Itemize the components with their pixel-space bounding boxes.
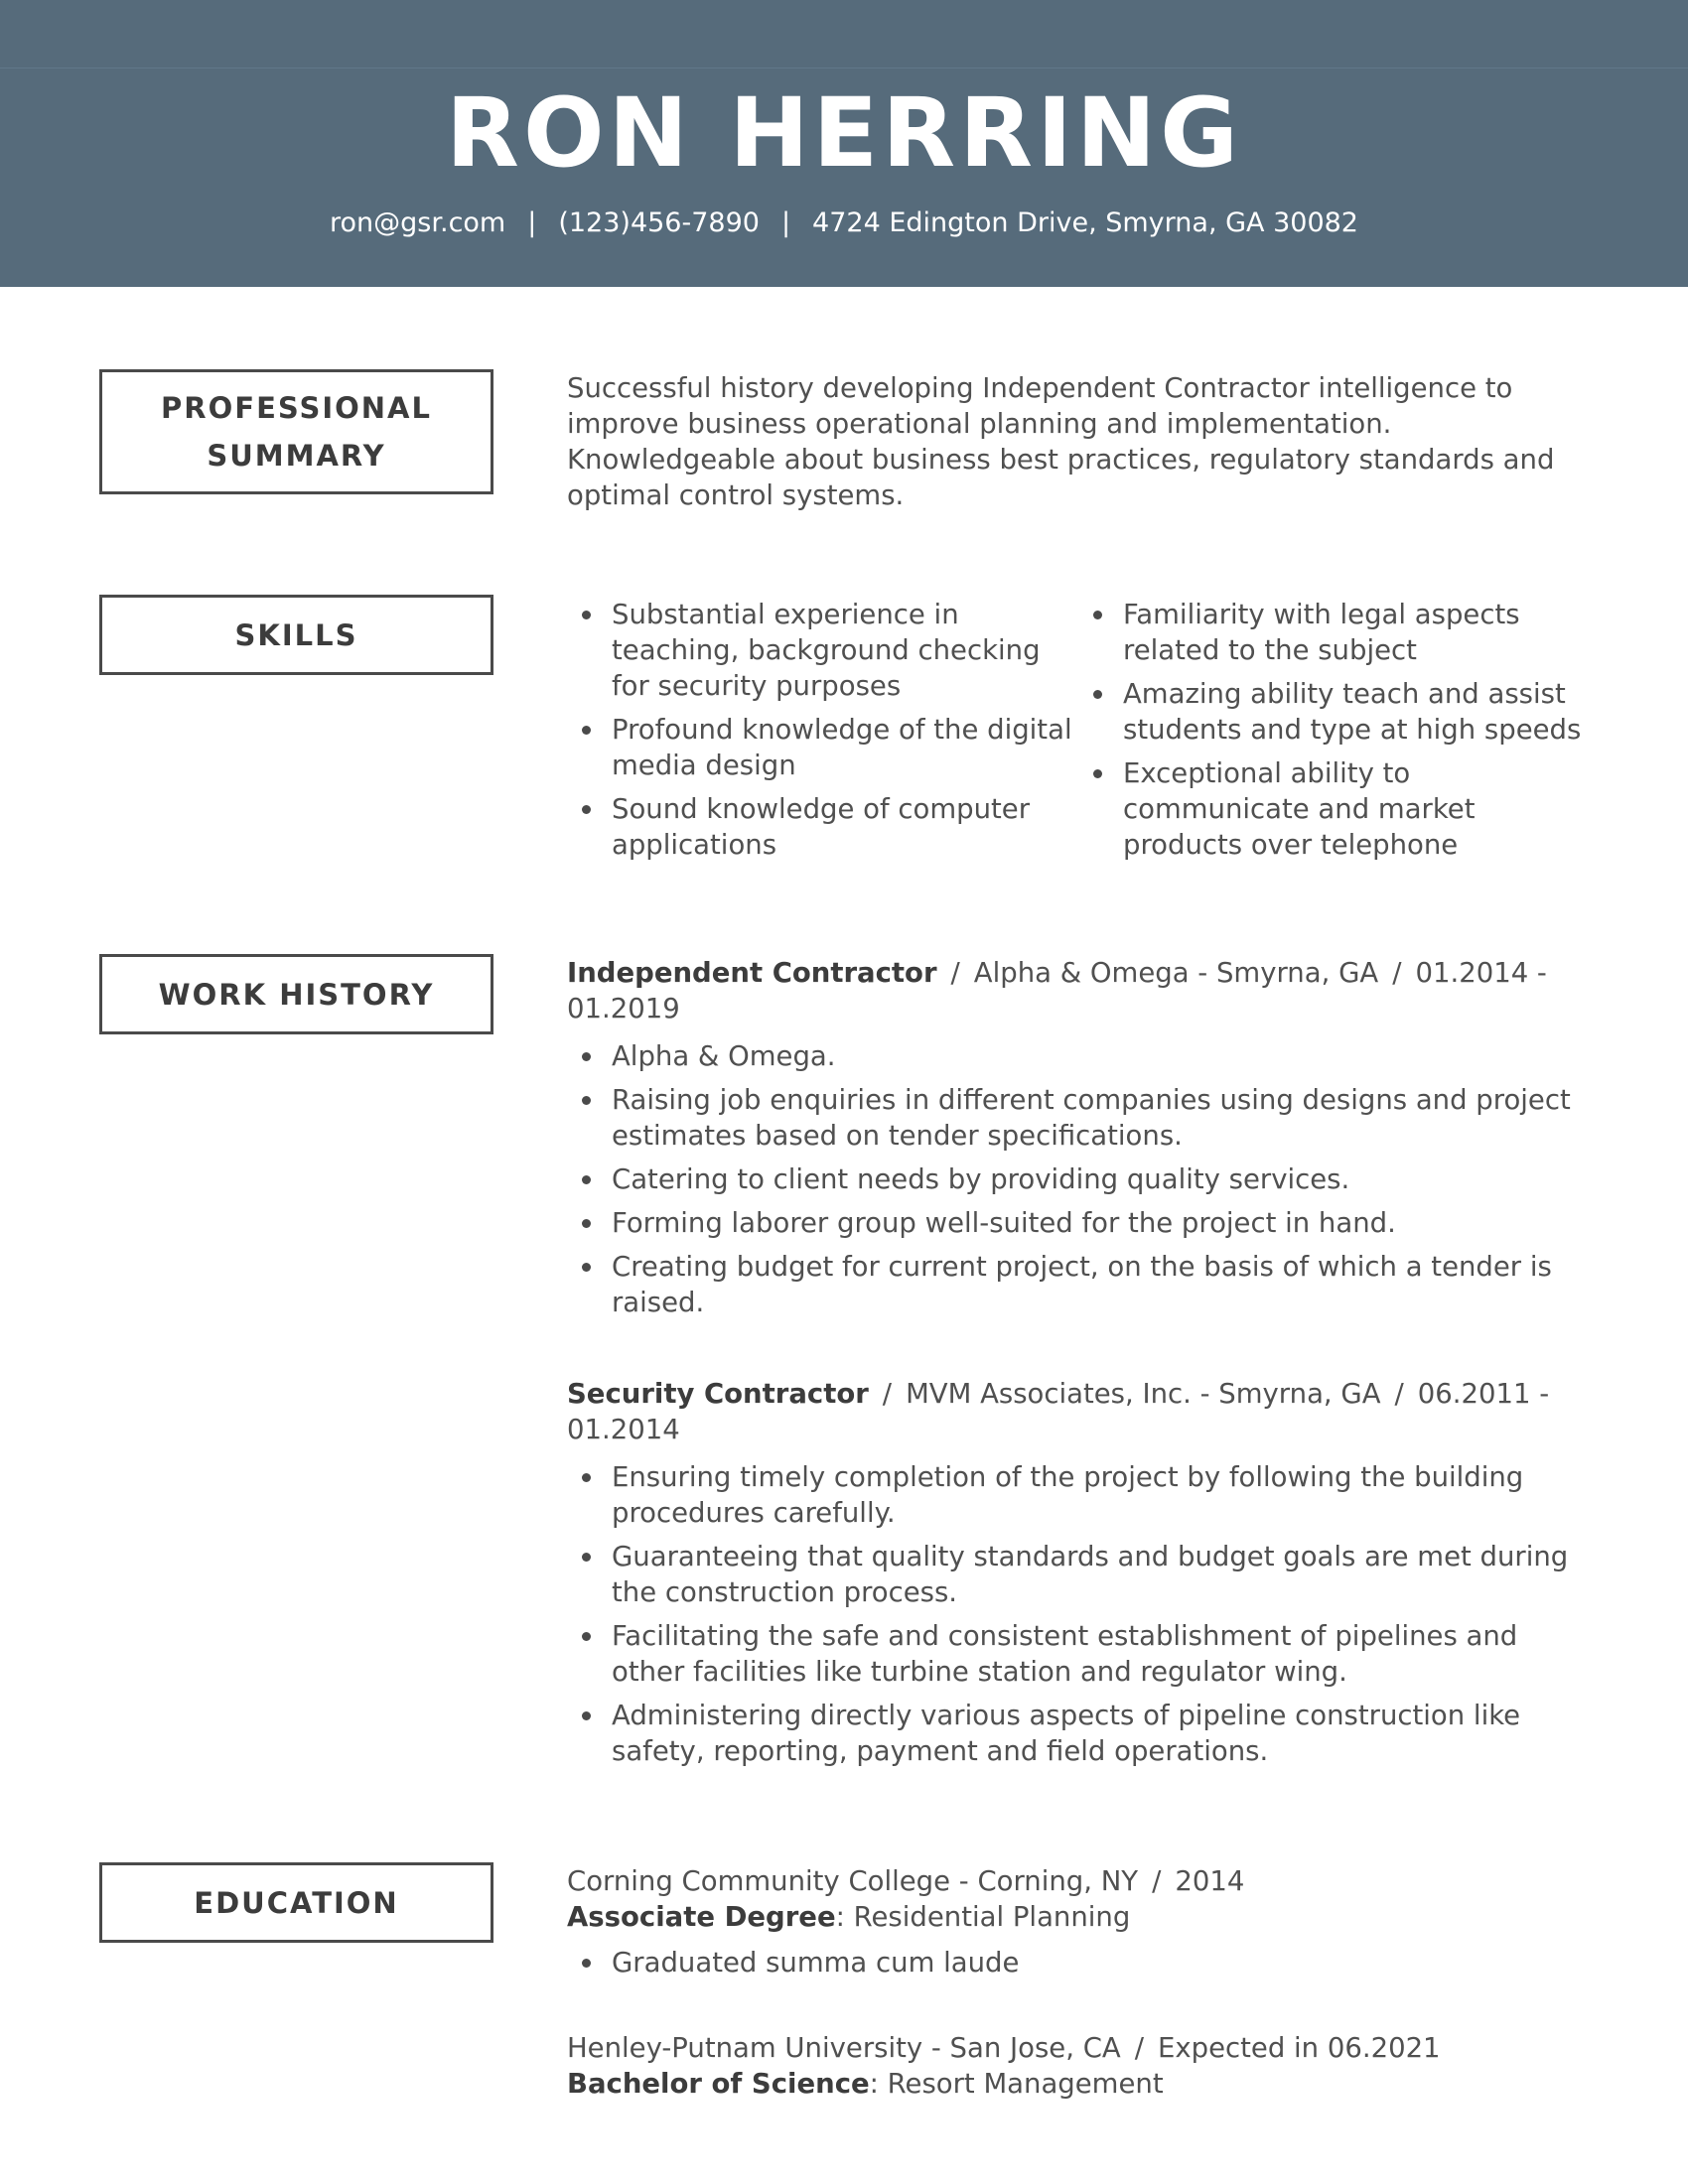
edu-bullet: Graduated summa cum laude	[567, 1945, 1590, 1980]
edu-field: Residential Planning	[853, 1901, 1131, 1933]
skill-item: Amazing ability teach and assist students and type at high speeds	[1078, 676, 1590, 748]
job-bullet: Catering to client needs by providing quality services.	[567, 1161, 1590, 1197]
skills-list-left	[567, 597, 1078, 871]
section-label-education	[99, 1862, 493, 1943]
contact-phone[interactable]: (123)456-7890	[558, 207, 760, 238]
work-history-content	[567, 955, 1590, 1328]
job-bullet: Raising job enquiries in different companies using designs and project estimates based on tender specifications.	[567, 1082, 1590, 1154]
skill-item: Substantial experience in teaching, background checking for security purposes	[567, 597, 1078, 704]
job-dates: 06.2011 - 01.2014	[567, 1378, 1550, 1445]
job-bullets	[567, 1038, 1590, 1320]
contact-address: 4724 Edington Drive, Smyrna, GA 30082	[812, 207, 1358, 238]
contact-line	[0, 204, 1688, 243]
education-content-2	[567, 2030, 1590, 2112]
edu-school-line	[567, 2030, 1590, 2066]
skill-item: Sound knowledge of computer applications	[567, 791, 1078, 863]
edu-date: Expected in 06.2021	[1157, 2032, 1441, 2064]
section-label-skills	[99, 595, 493, 675]
summary-content	[567, 370, 1590, 513]
section-label-summary	[99, 369, 493, 494]
edu-degree: Bachelor of Science	[567, 2068, 870, 2100]
job-bullet: Ensuring timely completion of the project by following the building procedures carefully.	[567, 1459, 1590, 1531]
job-bullets	[567, 1459, 1590, 1769]
education-label: EDUCATION	[194, 1885, 399, 1920]
education-entry	[567, 2030, 1590, 2102]
job-title: Security Contractor	[567, 1378, 869, 1410]
job-bullet: Guaranteeing that quality standards and budget goals are met during the construction process.	[567, 1539, 1590, 1610]
work-history-label: WORK HISTORY	[158, 977, 435, 1012]
job-heading	[567, 1376, 1590, 1447]
edu-school: Henley-Putnam University - San Jose, CA	[567, 2032, 1121, 2064]
edu-field: Resort Management	[887, 2068, 1164, 2100]
slash-separator: /	[882, 1378, 893, 1410]
summary-label-line1: PROFESSIONAL	[161, 391, 432, 425]
skills-list-right	[1078, 597, 1590, 871]
skill-item: Exceptional ability to communicate and market products over telephone	[1078, 755, 1590, 863]
candidate-name: RON HERRING	[446, 77, 1242, 189]
edu-degree: Associate Degree	[567, 1901, 836, 1933]
work-history-content-2	[567, 1376, 1590, 1777]
job-bullet: Alpha & Omega.	[567, 1038, 1590, 1074]
colon: :	[835, 1901, 845, 1933]
edu-bullets	[567, 1945, 1590, 1980]
education-content	[567, 1863, 1590, 1988]
slash-separator: /	[1152, 1865, 1162, 1897]
summary-text: Successful history developing Independent Contractor intelligence to improve business operational planning and implementation. Knowledgeable about business best practices, regulatory standards and optimal control systems.	[567, 372, 1555, 511]
job-heading	[567, 955, 1590, 1026]
edu-degree-line	[567, 1899, 1590, 1935]
edu-school-line	[567, 1863, 1590, 1899]
header-banner	[0, 0, 1688, 287]
job-entry	[567, 955, 1590, 1320]
edu-school: Corning Community College - Corning, NY	[567, 1865, 1139, 1897]
job-company: Alpha & Omega - Smyrna, GA	[973, 957, 1379, 989]
contact-separator: |	[527, 207, 537, 238]
skills-label: SKILLS	[234, 617, 358, 652]
skills-content	[567, 597, 1590, 871]
edu-degree-line	[567, 2066, 1590, 2102]
skill-item: Familiarity with legal aspects related to the subject	[1078, 597, 1590, 668]
slash-separator: /	[1392, 957, 1402, 989]
job-bullet: Creating budget for current project, on the basis of which a tender is raised.	[567, 1249, 1590, 1320]
colon: :	[869, 2068, 879, 2100]
section-label-work-history	[99, 954, 493, 1034]
job-entry	[567, 1376, 1590, 1769]
job-company: MVM Associates, Inc. - Smyrna, GA	[906, 1378, 1381, 1410]
education-entry	[567, 1863, 1590, 1980]
slash-separator: /	[1394, 1378, 1404, 1410]
summary-label-line2: SUMMARY	[207, 439, 386, 473]
edu-date: 2014	[1175, 1865, 1245, 1897]
job-bullet: Administering directly various aspects of pipeline construction like safety, reporting, payment and field operations.	[567, 1698, 1590, 1769]
contact-email[interactable]: ron@gsr.com	[330, 207, 506, 238]
slash-separator: /	[1134, 2032, 1144, 2064]
job-bullet: Forming laborer group well-suited for the project in hand.	[567, 1205, 1590, 1241]
skill-item: Profound knowledge of the digital media design	[567, 712, 1078, 783]
job-title: Independent Contractor	[567, 957, 937, 989]
contact-separator: |	[780, 207, 791, 238]
slash-separator: /	[950, 957, 960, 989]
job-bullet: Facilitating the safe and consistent establishment of pipelines and other facilities like turbine station and regulator wing.	[567, 1618, 1590, 1690]
job-dates: 01.2014 - 01.2019	[567, 957, 1547, 1024]
